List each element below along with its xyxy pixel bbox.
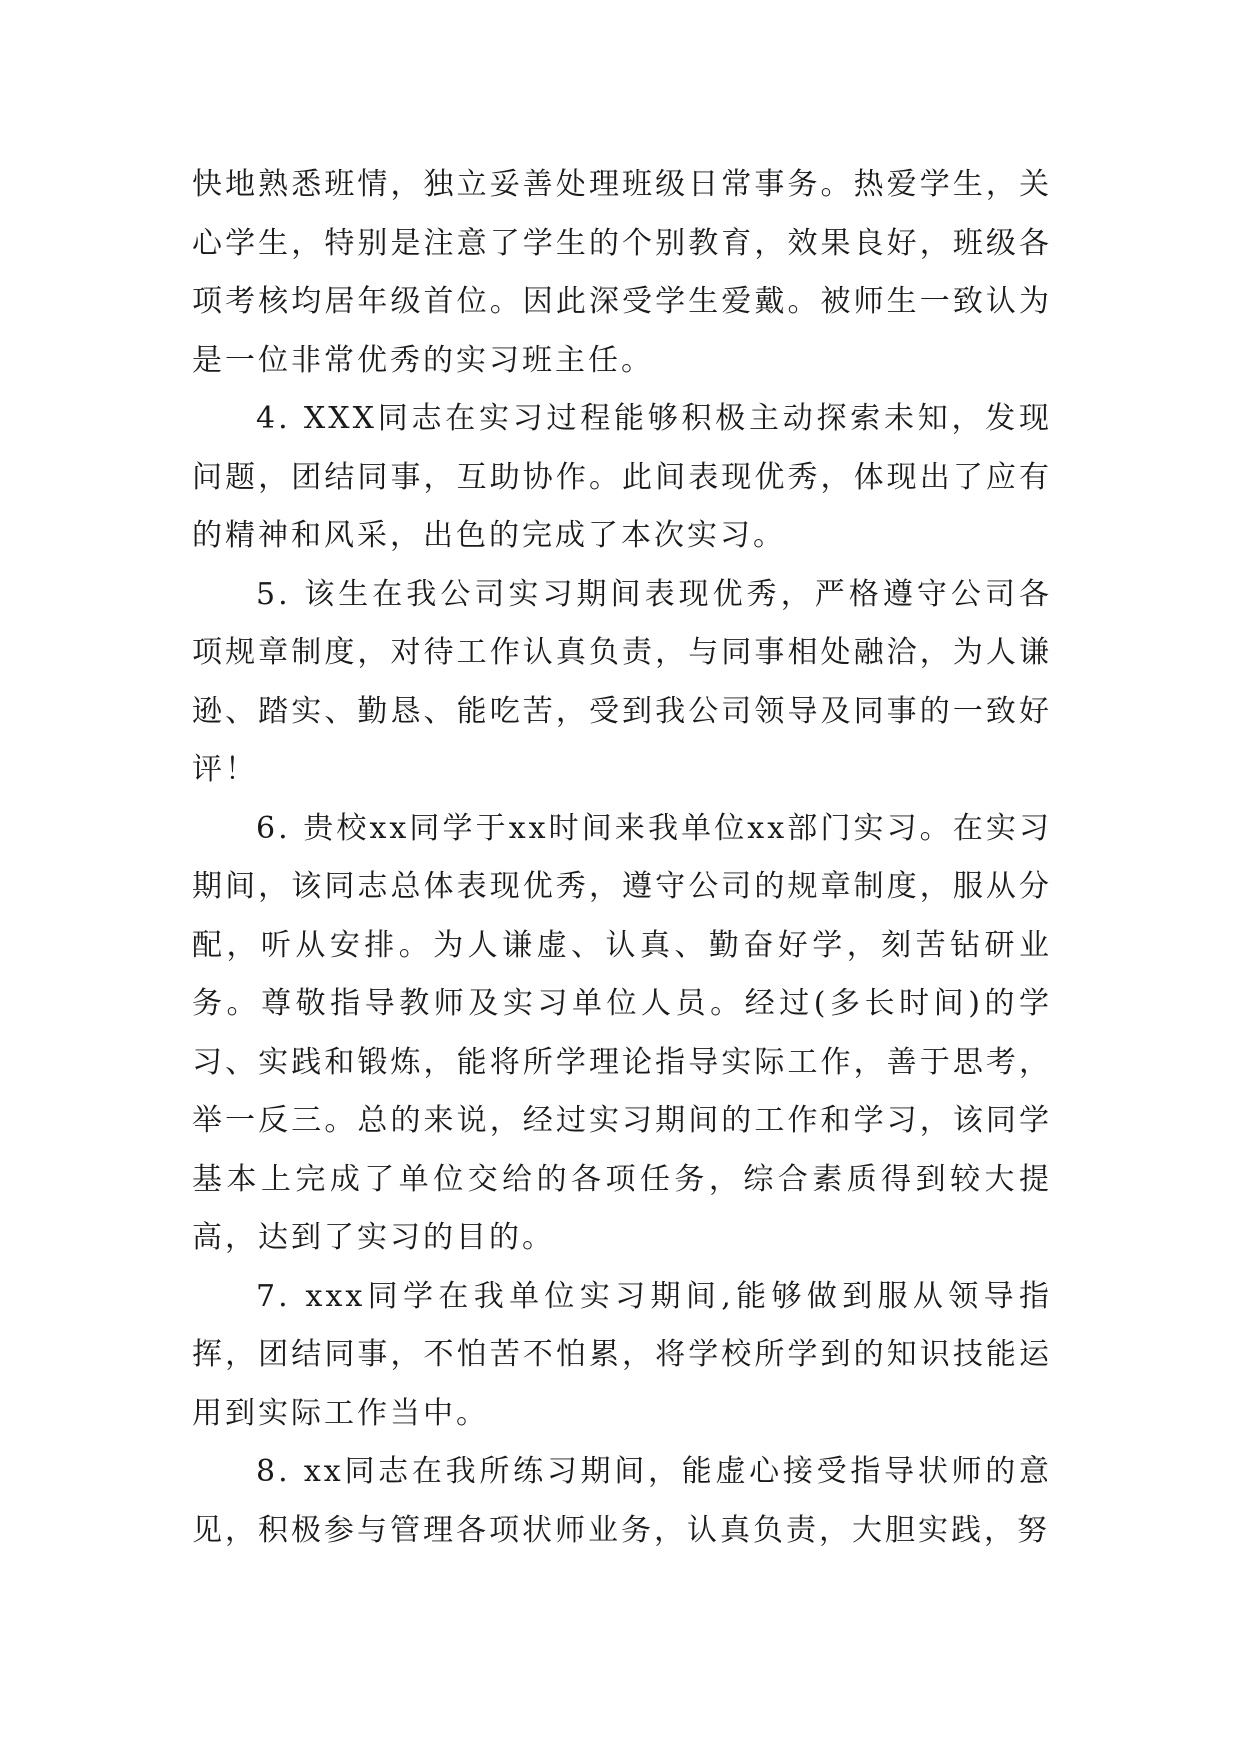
paragraph-continuation: 快地熟悉班情，独立妥善处理班级日常事务。热爱学生，关心学生，特别是注意了学生的个别教育，效果良好，班级各项考核均居年级首位。因此深受学生爱戴。被师生一致认为是一位非常优秀的实习班主任。 (192, 167, 1052, 378)
paragraph-item-8: 8. xx同志在我所练习期间，能虚心接受指导状师的意见，积极参与管理各项状师业务，认真负责，大胆实践，努 (192, 1454, 1052, 1548)
paragraph-item-5: 5. 该生在我公司实习期间表现优秀，严格遵守公司各项规章制度，对待工作认真负责，与同事相处融洽，为人谦逊、踏实、勤恳、能吃苦，受到我公司领导及同事的一致好评！ (192, 576, 1052, 787)
document-body (192, 156, 1052, 1560)
paragraph-item-7: 7. xxx同学在我单位实习期间,能够做到服从领导指挥，团结同事，不怕苦不怕累，将学校所学到的知识技能运用到实际工作当中。 (192, 1278, 1052, 1431)
paragraph-item-6: 6. 贵校xx同学于xx时间来我单位xx部门实习。在实习期间，该同志总体表现优秀，遵守公司的规章制度，服从分配，听从安排。为人谦虚、认真、勤奋好学，刻苦钻研业务。尊敬指导教师及实习单位人员。经过(多长时间)的学习、实践和锻炼，能将所学理论指导实际工作，善于思考，举一反三。总的来说，经过实习期间的工作和学习，该同学基本上完成了单位交给的各项任务，综合素质得到较大提高，达到了实习的目的。 (192, 810, 1052, 1255)
paragraph-item-4: 4. XXX同志在实习过程能够积极主动探索未知，发现问题，团结同事，互助协作。此间表现优秀，体现出了应有的精神和风采，出色的完成了本次实习。 (192, 401, 1052, 553)
